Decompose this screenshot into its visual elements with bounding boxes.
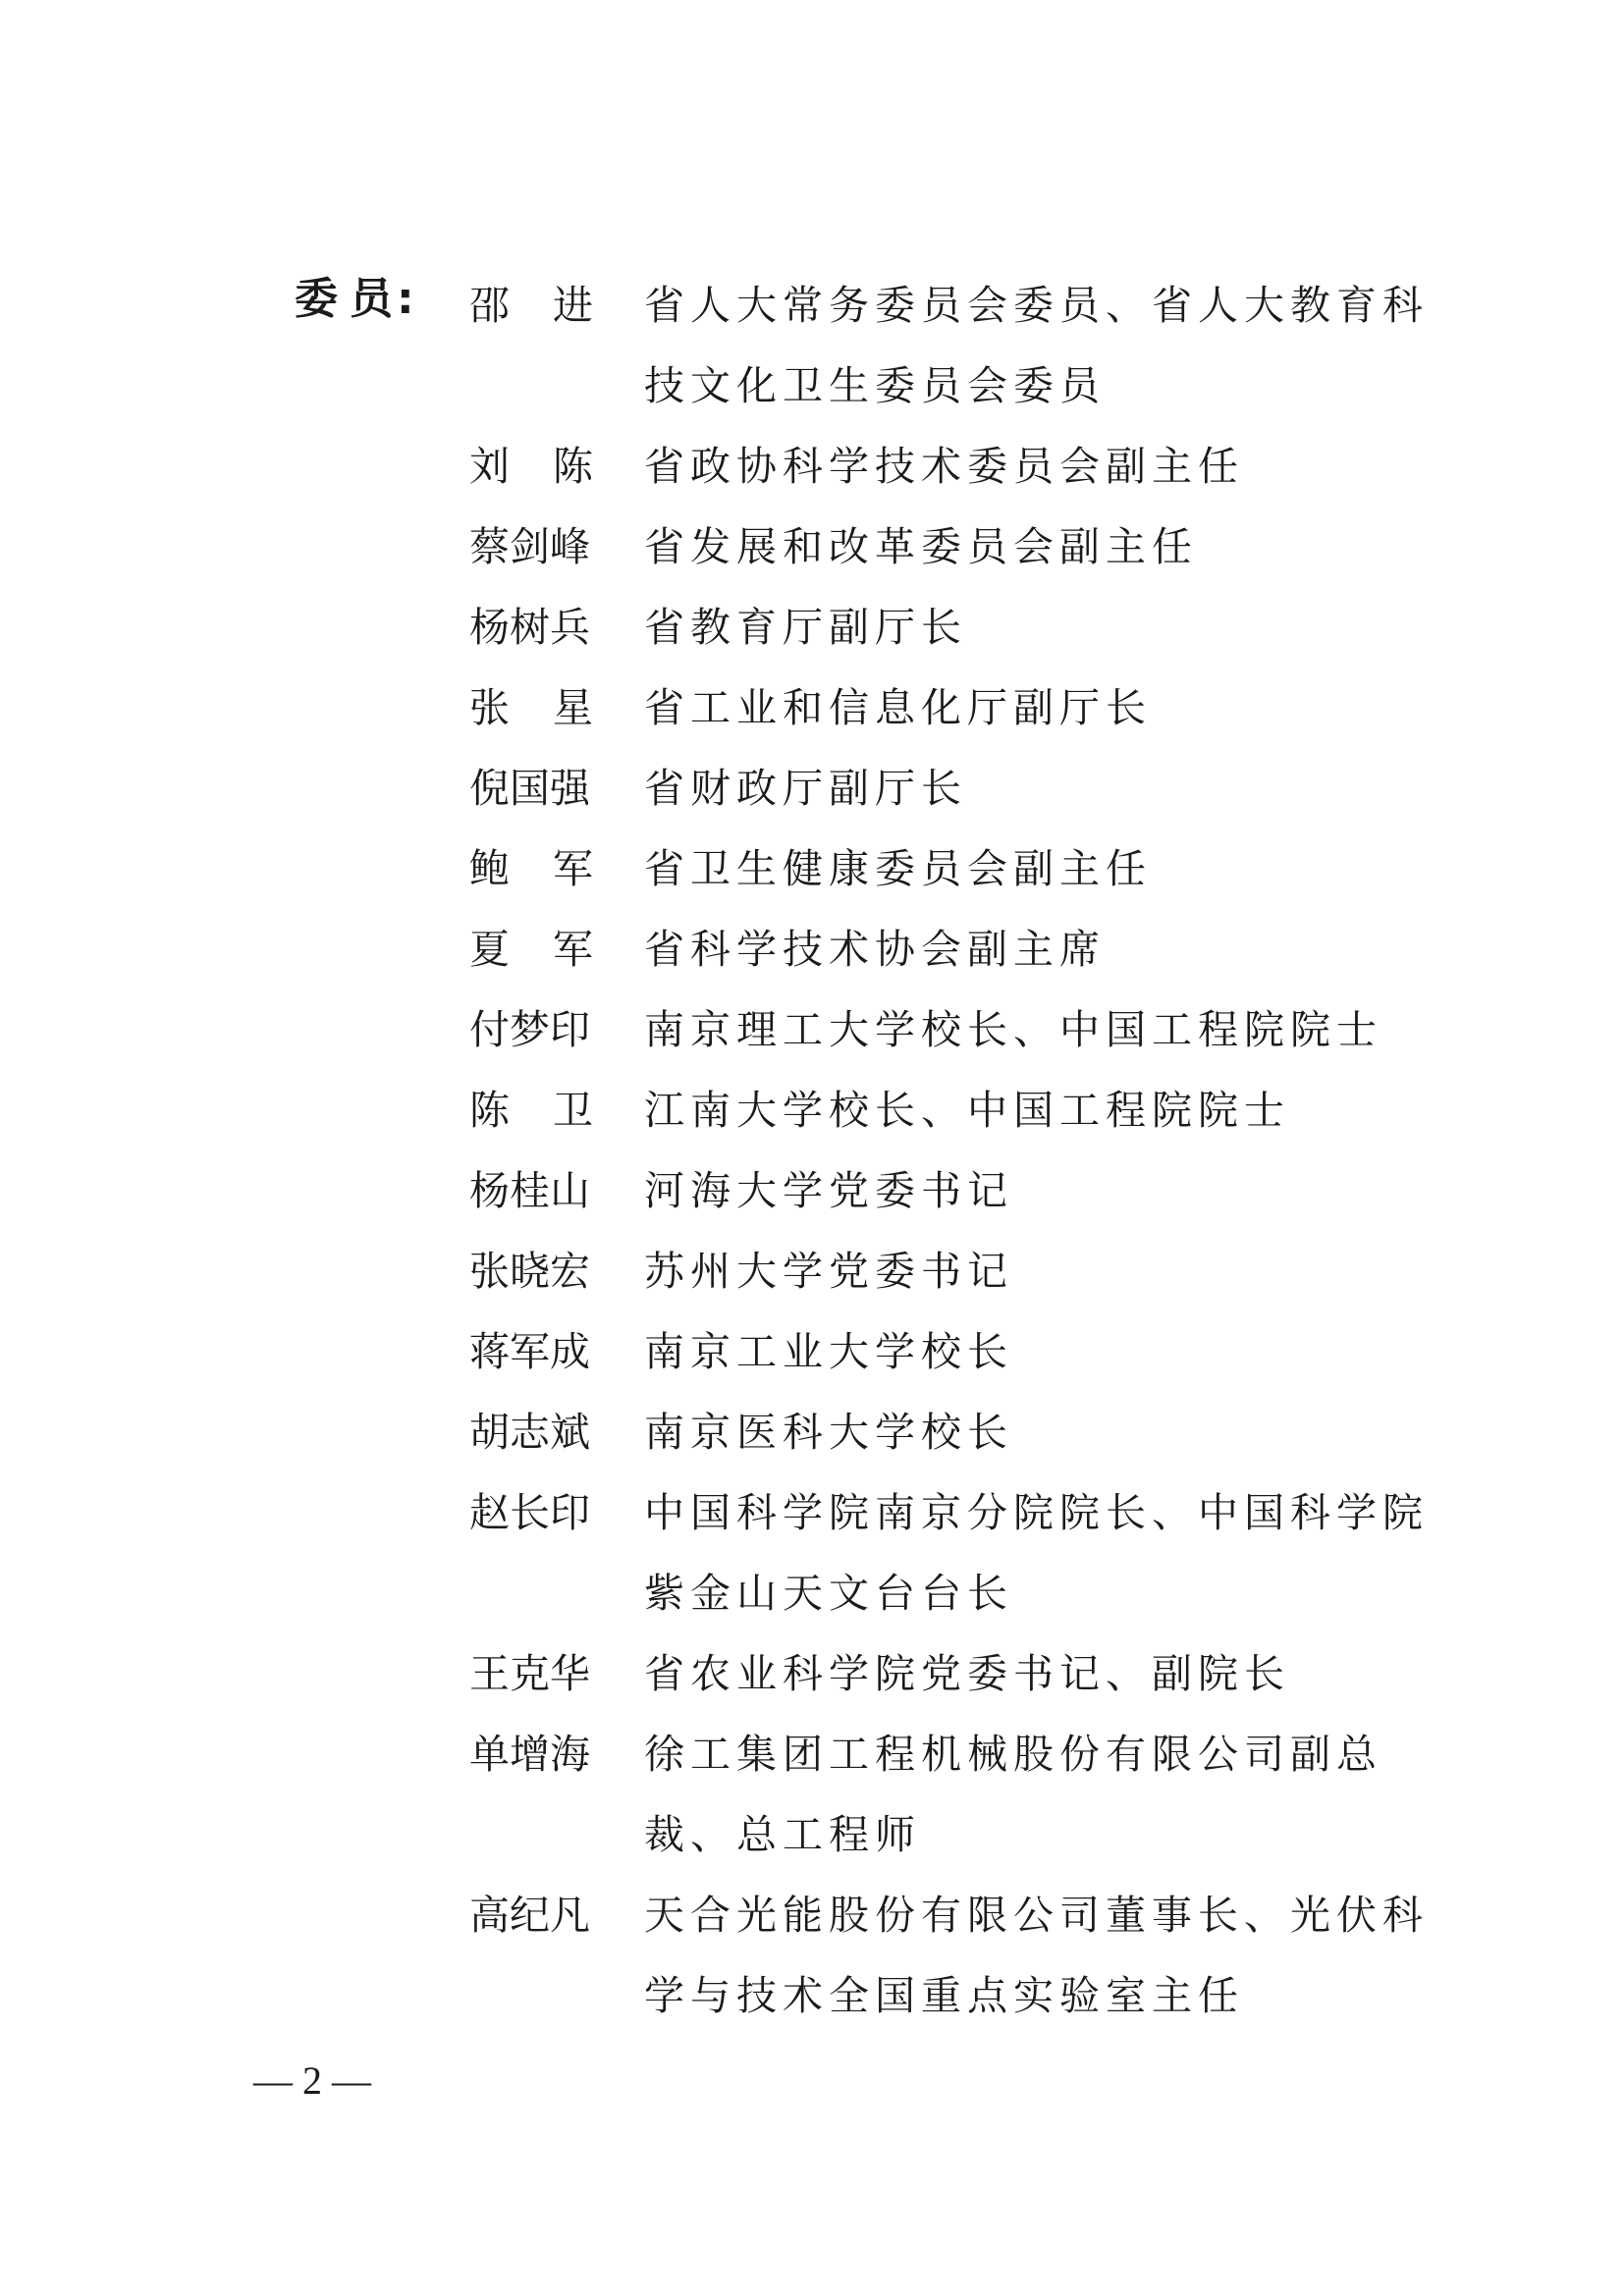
member-name: 王克华 [469,1650,590,1697]
member-title: 南京工业大学校长 [644,1328,1013,1375]
member-row [469,1311,1451,1392]
member-name: 赵长印 [469,1489,590,1536]
member-title: 省科学技术协会副主席 [644,926,1106,973]
member-row [469,426,1451,507]
role-label-char-1: 委 [295,274,338,324]
member-row [469,1875,1451,2036]
member-row [469,1231,1451,1311]
member-name: 张 星 [469,684,593,731]
member-title: 省工业和信息化厅副厅长 [644,684,1152,731]
member-title: 省发展和改革委员会副主任 [644,523,1198,570]
member-row [469,1472,1451,1633]
member-name: 杨树兵 [469,604,590,651]
member-row [469,587,1451,667]
member-name: 邵 进 [469,282,593,329]
member-name: 高纪凡 [469,1892,590,1939]
member-name: 鲍 军 [469,845,593,892]
member-title: 省政协科学技术委员会副主任 [644,443,1244,490]
member-row [469,667,1451,748]
member-name: 蔡剑峰 [469,523,590,570]
member-title: 天合光能股份有限公司董事长、光伏科学与技术全国重点实验室主任 [644,1892,1429,2019]
member-row [469,265,1451,426]
member-title: 中国科学院南京分院院长、中国科学院紫金山天文台台长 [644,1489,1429,1617]
member-row [469,828,1451,909]
member-title: 省人大常务委员会委员、省人大教育科技文化卫生委员会委员 [644,282,1429,409]
member-row [469,989,1451,1070]
member-list [469,265,1451,2036]
page-number: — 2 — [253,2058,371,2103]
member-title: 省卫生健康委员会副主任 [644,845,1152,892]
member-row [469,1633,1451,1714]
member-title: 河海大学党委书记 [644,1167,1013,1214]
member-name: 刘 陈 [469,443,593,490]
member-row [469,1150,1451,1231]
member-name: 陈 卫 [469,1087,593,1134]
role-label-char-2: 员 [350,274,393,324]
member-title: 徐工集团工程机械股份有限公司副总裁、总工程师 [644,1731,1382,1858]
member-row [469,507,1451,587]
member-title: 江南大学校长、中国工程院院士 [644,1087,1290,1134]
member-name: 蒋军成 [469,1328,590,1375]
member-row [469,1392,1451,1472]
member-name: 杨桂山 [469,1167,590,1214]
role-label-colon: : [397,274,414,324]
member-name: 单增海 [469,1731,590,1778]
member-name: 夏 军 [469,926,593,973]
member-title: 省教育厅副厅长 [644,604,967,651]
member-title: 省财政厅副厅长 [644,765,967,812]
member-title: 省农业科学院党委书记、副院长 [644,1650,1290,1697]
member-title: 南京理工大学校长、中国工程院院士 [644,1006,1382,1053]
member-row [469,1070,1451,1150]
member-title: 苏州大学党委书记 [644,1248,1013,1295]
member-title: 南京医科大学校长 [644,1409,1013,1456]
member-name: 张晓宏 [469,1248,590,1295]
role-label [295,265,414,334]
member-name: 倪国强 [469,765,590,812]
member-name: 胡志斌 [469,1409,590,1456]
member-row [469,1714,1451,1875]
member-row [469,909,1451,989]
member-row [469,748,1451,828]
member-name: 付梦印 [469,1006,590,1053]
